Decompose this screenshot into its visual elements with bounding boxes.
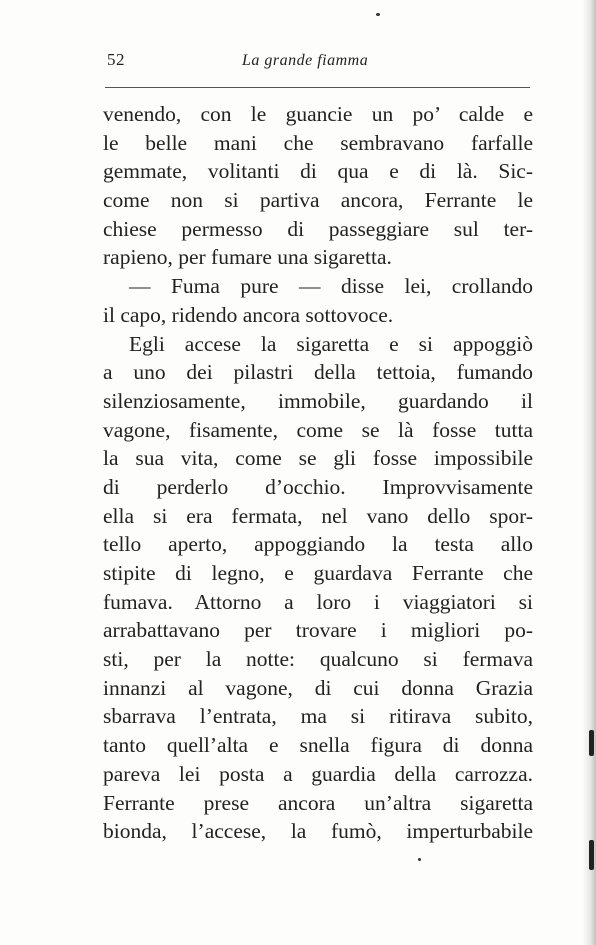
page-binding-shadow	[582, 0, 596, 945]
print-speck	[376, 13, 380, 16]
text-line: gemmate, volitanti di qua e di là. Sic-	[103, 159, 533, 184]
text-line: tello aperto, appoggiando la testa allo	[103, 532, 533, 557]
text-line: tanto quell’alta e snella figura di donna	[103, 733, 533, 758]
body-text	[103, 100, 533, 846]
text-line: pareva lei posta a guardia della carrozza.	[103, 761, 533, 786]
binding-mark	[589, 730, 594, 756]
text-line: Egli accese la sigaretta e si appoggiò	[129, 331, 533, 356]
text-line: fumava. Attorno a loro i viaggiatori si	[103, 589, 533, 614]
text-line: a uno dei pilastri della tettoia, fumando	[103, 360, 533, 385]
print-speck	[418, 858, 421, 861]
binding-mark	[589, 840, 594, 870]
header-rule	[105, 87, 530, 88]
text-line: arrabattavano per trovare i migliori po-	[103, 618, 533, 643]
text-line: rapieno, per fumare una sigaretta.	[103, 245, 392, 270]
text-line: silenziosamente, immobile, guardando il	[103, 388, 533, 413]
text-line: Ferrante prese ancora un’altra sigaretta	[103, 790, 533, 815]
text-line: sbarrava l’entrata, ma si ritirava subito,	[103, 704, 533, 729]
text-line: chiese permesso di passeggiare sul ter-	[103, 216, 533, 241]
text-line: venendo, con le guancie un po’ calde e	[103, 102, 533, 126]
text-line: stipite di legno, e guardava Ferrante che	[103, 561, 533, 585]
text-line: il capo, ridendo ancora sottovoce.	[103, 302, 394, 327]
text-line: di perderlo d’occhio. Improvvisamente	[103, 474, 533, 499]
text-line: ella si era fermata, nel vano dello spor-	[103, 503, 533, 528]
page-header	[107, 50, 527, 74]
text-line: — Fuma pure — disse lei, crollando	[129, 274, 533, 299]
text-line: la sua vita, come se gli fosse impossibile	[103, 446, 533, 471]
page-number: 52	[107, 50, 125, 69]
text-line: bionda, l’accese, la fumò, imperturbabile	[103, 819, 533, 844]
text-line: sti, per la notte: qualcuno si fermava	[103, 647, 533, 672]
text-line: vagone, fisamente, come se là fosse tutta	[103, 417, 533, 442]
running-title: La grande fiamma	[242, 52, 369, 69]
text-line: le belle mani che sembravano farfalle	[103, 130, 533, 155]
text-line: innanzi al vagone, di cui donna Grazia	[103, 675, 533, 700]
text-line: come non si partiva ancora, Ferrante le	[103, 188, 533, 213]
